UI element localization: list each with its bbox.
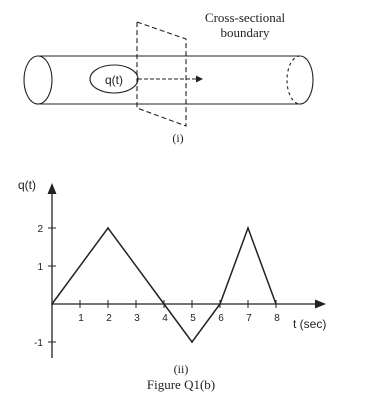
data-series <box>51 227 277 343</box>
data-point <box>163 303 165 305</box>
x-axis-label: t (sec) <box>293 317 327 331</box>
pipe-right-end <box>300 56 313 104</box>
flow-arrowhead <box>196 76 203 83</box>
data-point <box>247 227 249 229</box>
x-tick-label: 8 <box>274 313 280 324</box>
panel-label-i: (i) <box>172 131 184 145</box>
figure-caption: Figure Q1(b) <box>146 377 216 392</box>
panel-label-ii: (ii) <box>173 362 189 376</box>
data-point <box>191 341 193 343</box>
x-tick-label: 2 <box>106 313 112 324</box>
plot-axes <box>48 183 327 358</box>
x-tick-label: 4 <box>162 313 168 324</box>
data-point <box>51 303 53 305</box>
y-tick-label: 1 <box>37 262 43 273</box>
flow-label: q(t) <box>105 73 123 87</box>
x-tick-label: 1 <box>78 313 84 324</box>
pipe-left-end <box>24 56 52 104</box>
y-axis-arrowhead <box>48 183 57 194</box>
cross-sectional-boundary <box>137 22 186 126</box>
data-point <box>219 303 221 305</box>
x-tick-label: 7 <box>246 313 252 324</box>
x-tick-label: 6 <box>218 313 224 324</box>
boundary-label-line2: boundary <box>220 25 270 40</box>
boundary-label-line1: Cross-sectional <box>204 10 286 25</box>
data-point <box>275 303 277 305</box>
x-tick-label: 5 <box>190 313 196 324</box>
q-of-t-line <box>52 228 276 342</box>
pipe-right-end-hidden <box>287 56 300 104</box>
data-point <box>107 227 109 229</box>
x-axis-arrowhead <box>315 300 326 309</box>
x-tick-label: 3 <box>134 313 140 324</box>
y-tick-label: -1 <box>34 338 43 349</box>
y-tick-label: 2 <box>37 224 43 235</box>
y-axis-label: q(t) <box>18 178 36 192</box>
pipe-diagram <box>24 22 313 126</box>
